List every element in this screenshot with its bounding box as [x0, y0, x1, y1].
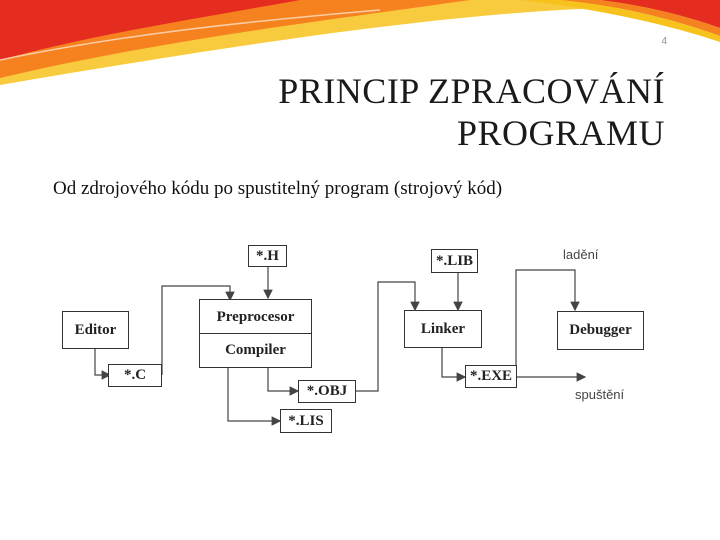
subtitle: Od zdrojového kódu po spustitelný program (strojový kód) — [53, 178, 503, 199]
lis-file-box: *.LIS — [280, 409, 332, 433]
edge-linker-exe — [442, 348, 465, 377]
spusteni-label: spuštění — [575, 387, 625, 402]
edge-compiler-obj — [268, 367, 298, 391]
debugger-box: Debugger — [557, 311, 644, 350]
c-file-box: *.C — [108, 364, 162, 387]
obj-file-box: *.OBJ — [298, 380, 356, 403]
preprocesor-box: Preprocesor — [199, 299, 312, 335]
slide-number: 4 — [661, 36, 667, 47]
lib-file-box: *.LIB — [431, 249, 478, 273]
ladeni-label: ladění — [563, 247, 599, 262]
linker-box: Linker — [404, 310, 482, 348]
compiler-box: Compiler — [199, 333, 312, 368]
editor-box: Editor — [62, 311, 129, 349]
h-file-box: *.H — [248, 245, 287, 267]
title-line-1: PRINCIP ZPRACOVÁNÍ — [278, 71, 665, 111]
edge-compiler-lis — [228, 367, 280, 421]
exe-file-box: *.EXE — [465, 365, 517, 388]
title-line-2: PROGRAMU — [456, 113, 665, 153]
